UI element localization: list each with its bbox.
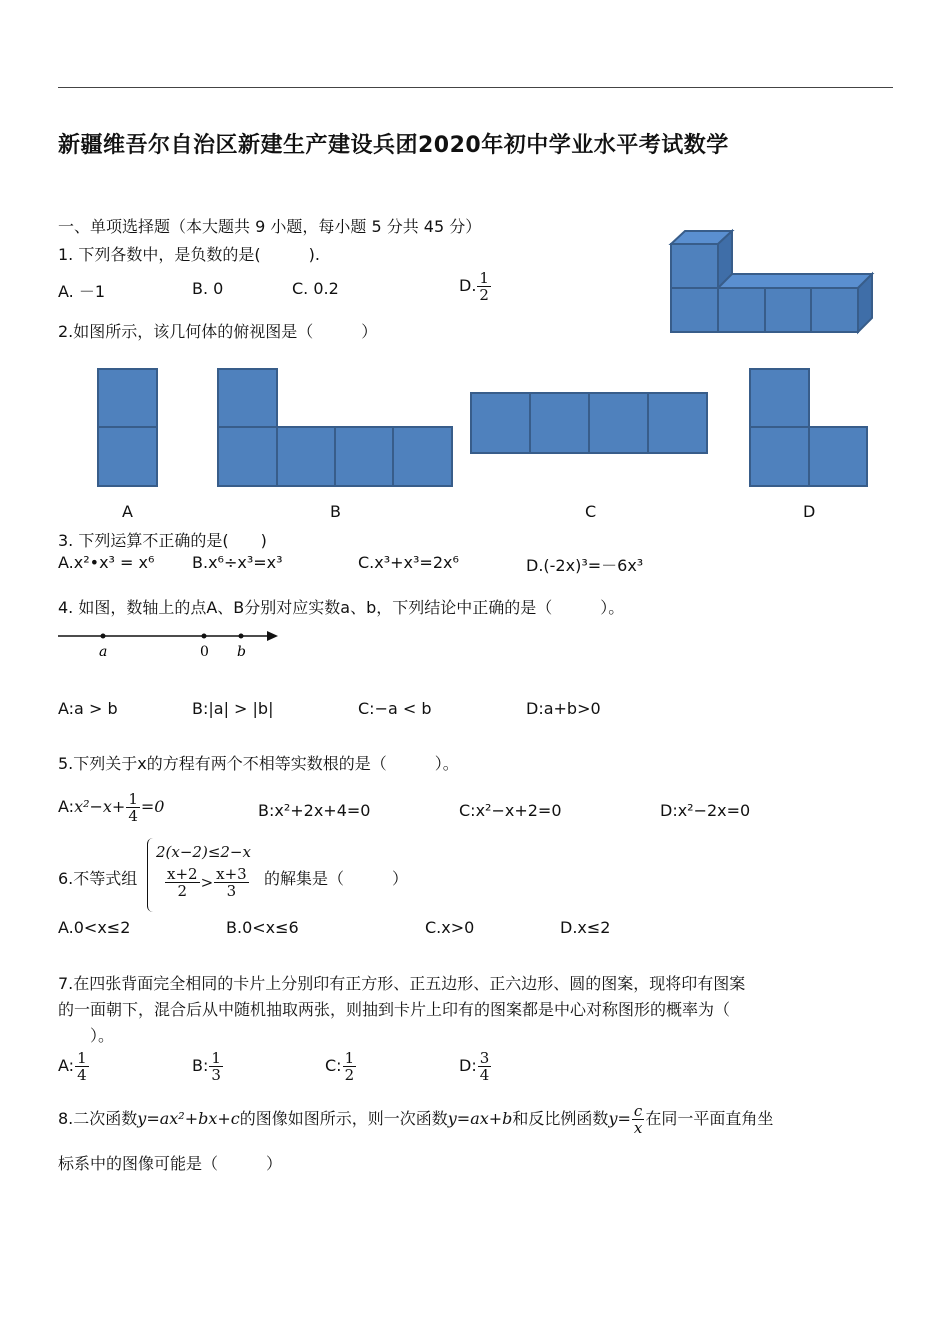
q2-figure-d[interactable] bbox=[748, 367, 870, 489]
q2-label-d: D bbox=[803, 502, 816, 521]
q6-d2: 3 bbox=[226, 882, 237, 900]
q5-a-prefix: A: bbox=[58, 797, 75, 816]
q7-d-den: 4 bbox=[479, 1066, 490, 1084]
q8-linear: y=ax+b bbox=[447, 1109, 513, 1128]
q2-figure-b[interactable] bbox=[216, 367, 456, 489]
q2-figure-a[interactable] bbox=[96, 367, 160, 489]
q7-c-den: 2 bbox=[344, 1066, 355, 1084]
q2-label-a: A bbox=[122, 502, 133, 521]
q8-p1: 8.二次函数 bbox=[58, 1109, 138, 1128]
q6-d1: 2 bbox=[177, 882, 188, 900]
q8-p2: 的图像如图所示，则一次函数 bbox=[239, 1109, 448, 1128]
q8-inverse-y: y= bbox=[608, 1109, 631, 1128]
q1-d-den: 2 bbox=[479, 286, 489, 304]
q7-d-num: 3 bbox=[479, 1049, 490, 1067]
q8-x: x bbox=[633, 1119, 643, 1137]
q7-b-prefix: B: bbox=[192, 1056, 209, 1075]
q5-a-right: =0 bbox=[140, 797, 165, 816]
q6-gt: > bbox=[200, 873, 214, 892]
q6-option-b[interactable]: B.0<x≤6 bbox=[226, 918, 299, 937]
q1-option-d[interactable] bbox=[459, 270, 492, 303]
q5-option-a[interactable] bbox=[58, 791, 164, 824]
q6-option-d[interactable]: D.x≤2 bbox=[560, 918, 611, 937]
q8-c: c bbox=[633, 1102, 643, 1120]
q7-b-den: 3 bbox=[211, 1066, 221, 1084]
q4-option-d[interactable]: D:a+b>0 bbox=[526, 699, 601, 718]
q7-option-d[interactable] bbox=[459, 1050, 492, 1083]
q5-a-den: 4 bbox=[128, 807, 138, 825]
q7-c-prefix: C: bbox=[325, 1056, 342, 1075]
q1-option-b[interactable]: B. 0 bbox=[192, 279, 224, 298]
axis-label-zero: 0 bbox=[200, 644, 209, 660]
q8-inverse-frac bbox=[632, 1103, 644, 1136]
q7-a-frac bbox=[75, 1050, 89, 1083]
q7-b-num: 1 bbox=[211, 1049, 221, 1067]
q8-p3: 和反比例函数 bbox=[512, 1109, 609, 1128]
q7-stem-line2: 的一面朝下，混合后从中随机抽取两张，则抽到卡片上印有的图案都是中心对称图形的概率为（ bbox=[58, 1000, 731, 1019]
q3-option-a[interactable]: A.x²•x³ = x⁶ bbox=[58, 553, 155, 572]
q1-d-fraction bbox=[477, 270, 491, 303]
q7-c-frac bbox=[343, 1050, 357, 1083]
q6-frac-1 bbox=[165, 866, 200, 899]
q4-option-a[interactable]: A:a > b bbox=[58, 699, 118, 718]
q5-option-b[interactable]: B:x²+2x+4=0 bbox=[258, 801, 371, 820]
q6-brace bbox=[147, 838, 156, 912]
axis-label-a: a bbox=[99, 644, 108, 660]
q2-label-c: C bbox=[585, 502, 597, 521]
q2-solid-figure bbox=[665, 226, 880, 338]
q4-option-b[interactable]: B:|a| > |b| bbox=[192, 699, 274, 718]
q6-inequality-1: 2(x−2)≤2−x bbox=[156, 843, 251, 861]
q7-option-c[interactable] bbox=[325, 1050, 357, 1083]
q7-stem-line1: 7.在四张背面完全相同的卡片上分别印有正方形、正五边形、正六边形、圆的图案，现将印有图案 bbox=[58, 974, 746, 993]
q4-option-c[interactable]: C:−a < b bbox=[358, 699, 432, 718]
q7-d-frac bbox=[478, 1050, 492, 1083]
q4-number-line bbox=[56, 626, 286, 662]
q7-d-prefix: D: bbox=[459, 1056, 477, 1075]
q6-n2: x+3 bbox=[216, 865, 247, 883]
q7-stem-line3: ）。 bbox=[90, 1026, 115, 1045]
q6-n1: x+2 bbox=[167, 865, 198, 883]
q1-d-num: 1 bbox=[479, 269, 489, 287]
q3-option-b[interactable]: B.x⁶÷x³=x³ bbox=[192, 553, 283, 572]
section-heading: 一、单项选择题（本大题共 9 小题，每小题 5 分共 45 分） bbox=[58, 217, 482, 236]
q5-a-left: x²−x+ bbox=[74, 797, 126, 816]
q7-a-prefix: A: bbox=[58, 1056, 75, 1075]
q4-stem: 4. 如图，数轴上的点A、B分别对应实数a、b，下列结论中正确的是（ ）。 bbox=[58, 598, 625, 617]
q5-option-c[interactable]: C:x²−x+2=0 bbox=[459, 801, 562, 820]
q7-option-a[interactable] bbox=[58, 1050, 90, 1083]
q7-b-frac bbox=[209, 1050, 223, 1083]
q7-a-den: 4 bbox=[77, 1066, 87, 1084]
q1-stem: 1. 下列各数中，是负数的是( ). bbox=[58, 245, 320, 264]
q7-c-num: 1 bbox=[344, 1049, 355, 1067]
q7-a-num: 1 bbox=[77, 1049, 87, 1067]
header-rule bbox=[58, 87, 893, 88]
page-title: 新疆维吾尔自治区新建生产建设兵团2020年初中学业水平考试数学 bbox=[58, 133, 729, 158]
q3-option-d[interactable]: D.(-2x)³=－6x³ bbox=[526, 556, 644, 575]
q5-stem: 5.下列关于x的方程有两个不相等实数根的是（ ）。 bbox=[58, 754, 459, 773]
q8-stem-line2: 标系中的图像可能是（ ） bbox=[58, 1154, 283, 1173]
q2-label-b: B bbox=[330, 502, 341, 521]
q5-a-fraction bbox=[126, 791, 140, 824]
q2-stem: 2.如图所示，该几何体的俯视图是（ ） bbox=[58, 322, 378, 341]
q1-option-a[interactable]: A. －1 bbox=[58, 282, 106, 301]
q6-stem-suffix: 的解集是（ ） bbox=[264, 869, 409, 888]
q7-option-b[interactable] bbox=[192, 1050, 224, 1083]
q1-option-c[interactable]: C. 0.2 bbox=[292, 279, 339, 298]
q2-figure-c[interactable] bbox=[469, 391, 711, 455]
axis-label-b: b bbox=[237, 644, 246, 660]
q1-d-prefix: D. bbox=[459, 276, 477, 295]
q8-p4: 在同一平面直角坐 bbox=[645, 1109, 774, 1128]
q6-inequality-2 bbox=[164, 866, 250, 899]
q6-option-c[interactable]: C.x>0 bbox=[425, 918, 475, 937]
q6-frac-2 bbox=[214, 866, 249, 899]
q8-quadratic: y=ax²+bx+c bbox=[137, 1109, 240, 1128]
q6-stem-prefix: 6.不等式组 bbox=[58, 869, 138, 888]
q5-option-d[interactable]: D:x²−2x=0 bbox=[660, 801, 751, 820]
q8-stem-line1 bbox=[58, 1103, 773, 1136]
q3-option-c[interactable]: C.x³+x³=2x⁶ bbox=[358, 553, 459, 572]
q6-option-a[interactable]: A.0<x≤2 bbox=[58, 918, 131, 937]
q3-stem: 3. 下列运算不正确的是( ) bbox=[58, 531, 267, 550]
q5-a-num: 1 bbox=[128, 790, 138, 808]
